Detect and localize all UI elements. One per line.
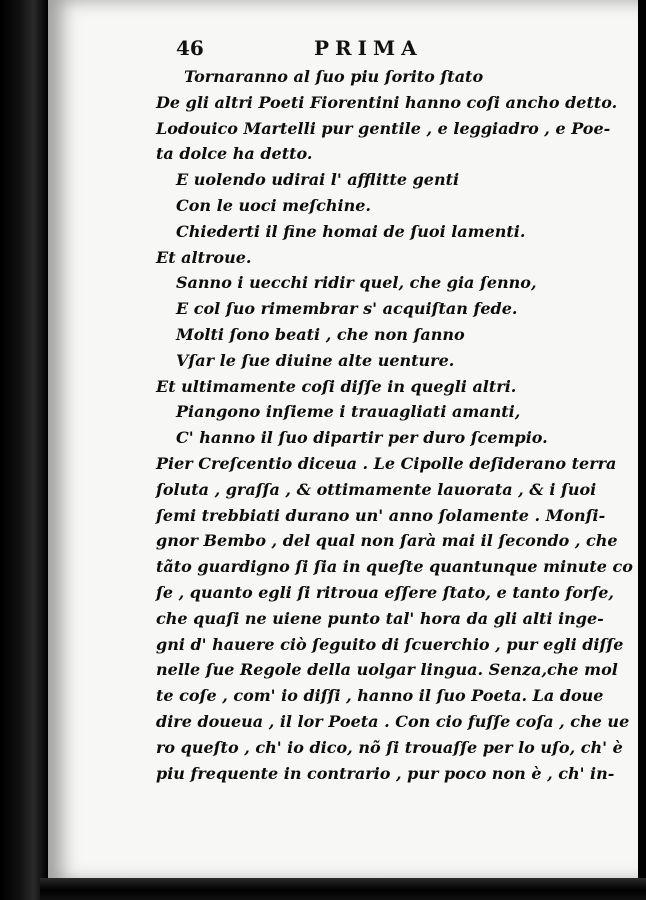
page-edge-right bbox=[638, 0, 646, 900]
prose-line: Et ultimamente coſi diſſe in quegli altri. bbox=[156, 376, 517, 396]
verse-line: E col ſuo rimembrar s' acquiſtan fede. bbox=[176, 299, 518, 319]
verse-line: Molti ſono beati , che non ſanno bbox=[176, 324, 465, 344]
prose-line: ſe , quanto egli ſi ritroua eſſere ſtato, e tanto forſe, bbox=[156, 582, 614, 602]
prose-line: tãto guardigno ſi ſia in queſte quantunque minute co bbox=[156, 557, 633, 577]
prose-line: ro queſto , ch' io dico, nõ ſi trouaſſe per lo uſo, ch' è bbox=[156, 737, 623, 757]
prose-line: te coſe , com' io diſſi , hanno il ſuo Poeta. La doue bbox=[156, 686, 604, 706]
verse-line: Sanno i uecchi ridir quel, che gia ſenno, bbox=[176, 273, 537, 293]
prose-line: Lodouico Martelli pur gentile , e leggiadro , e Poe- bbox=[156, 118, 611, 138]
prose-line: piu frequente in contrario , pur poco non è , ch' in- bbox=[156, 763, 615, 783]
prose-line: gni d' hauere ciò ſeguito di ſcuerchio , pur egli diſſe bbox=[156, 634, 624, 654]
verse-line: Chiederti il fine homai de ſuoi lamenti. bbox=[176, 221, 526, 241]
verse-line: Piangono inſieme i trauagliati amanti, bbox=[176, 402, 521, 422]
page-header bbox=[176, 36, 506, 62]
prose-line: nelle ſue Regole della uolgar lingua. Senza,che mol bbox=[156, 660, 618, 680]
verse-line: Tornaranno al ſuo piu ſorito ſtato bbox=[184, 67, 484, 86]
verse-line: Vſar le ſue diuine alte uenture. bbox=[176, 350, 455, 370]
prose-line: ta dolce ha detto. bbox=[156, 144, 313, 164]
prose-line: ſoluta , graſſa , & ottimamente lauorata , & i ſuoi bbox=[156, 479, 597, 499]
prose-line: De gli altri Poeti Fiorentini hanno coſi ancho detto. bbox=[156, 92, 618, 112]
verse-line: E uolendo udirai l' afflitte genti bbox=[176, 170, 460, 190]
prose-line: Et altroue. bbox=[156, 247, 252, 267]
prose-line: Pier Creſcentio diceua . Le Cipolle deſiderano terra bbox=[156, 453, 617, 473]
verse-line: Con le uoci meſchine. bbox=[176, 195, 371, 215]
verse-line: C' hanno il ſuo dipartir per duro ſcempio. bbox=[176, 428, 548, 448]
page-number: 46 bbox=[176, 36, 204, 60]
running-head: PRIMA bbox=[314, 36, 423, 60]
page-edge-bottom bbox=[40, 878, 646, 900]
prose-line: dire doueua , il lor Poeta . Con cio fuſſe coſa , che ue bbox=[156, 711, 630, 731]
body-text bbox=[156, 64, 633, 786]
book-gutter bbox=[0, 0, 48, 900]
prose-line: che quaſi ne uiene punto tal' hora da gli alti inge- bbox=[156, 608, 604, 628]
prose-line: gnor Bembo , del qual non ſarà mai il ſecondo , che bbox=[156, 531, 618, 551]
prose-line: ſemi trebbiati durano un' anno ſolamente . Monſi- bbox=[156, 505, 606, 525]
